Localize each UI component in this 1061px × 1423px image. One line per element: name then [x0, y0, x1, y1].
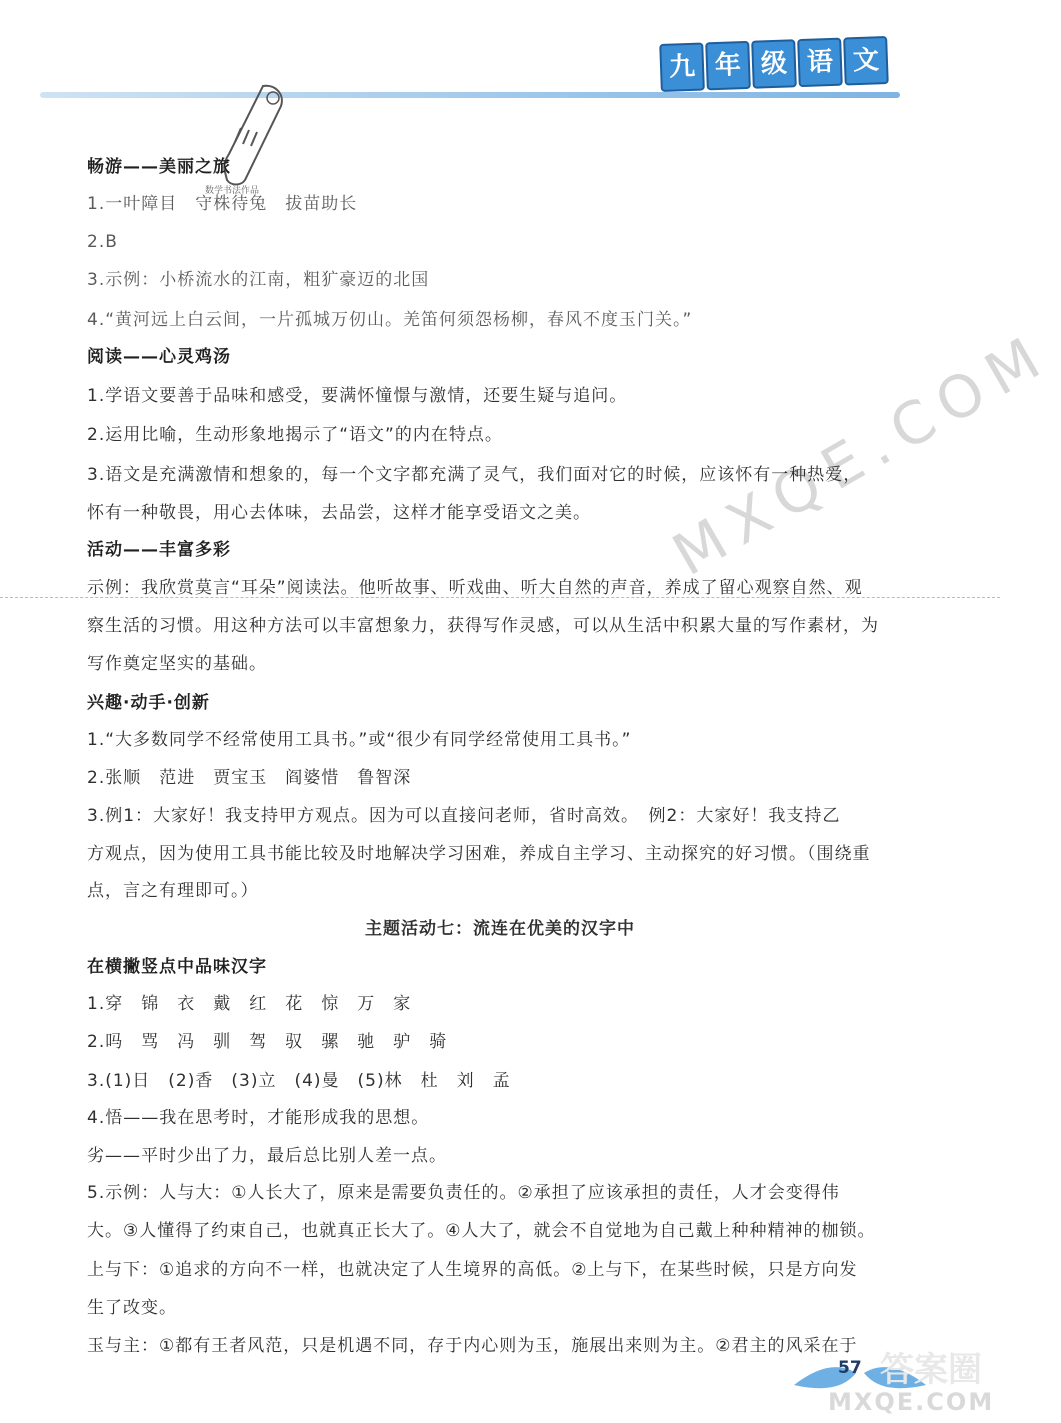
chapter-title: 主题活动七：流连在优美的汉字中 [365, 919, 635, 939]
header-char: 文 [843, 36, 889, 86]
answer-line: 3.(1)日 (2)香 (3)立 (4)曼 (5)林 杜 刘 孟 [87, 1071, 511, 1091]
section-heading: 畅游——美丽之旅 [87, 157, 231, 177]
answer-line: 5.示例：人与大：①人长大了，原来是需要负责任的。②承担了应该承担的责任，人才会变得伟 [87, 1183, 840, 1203]
answer-line: 2.吗 骂 冯 驯 驾 驭 骡 驰 驴 骑 [87, 1032, 448, 1052]
answer-line: 怀有一种敬畏，用心去体味，去品尝，这样才能享受语文之美。 [87, 503, 591, 523]
brand-url: MXQE.COM [828, 1388, 995, 1416]
answer-line: 大。③人懂得了约束自己，也就真正长大了。④人大了，就会不自觉地为自己戴上种种精神的枷锁。 [87, 1221, 876, 1241]
answer-line: 4.悟——我在思考时，才能形成我的思想。 [87, 1108, 430, 1128]
answer-line: 1.一叶障目 守株待兔 拔苗助长 [87, 194, 358, 214]
answer-line: 示例：我欣赏莫言“耳朵”阅读法。他听故事、听戏曲、听大自然的声音，养成了留心观察自然、观 [87, 578, 863, 598]
stamp-caption: 数学书法作品 [205, 186, 260, 196]
answer-line: 方观点，因为使用工具书能比较及时地解决学习困难，养成自主学习、主动探究的好习惯。（围绕重 [87, 844, 871, 864]
page-number: 57 [838, 1358, 862, 1378]
answer-line: 上与下：①追求的方向不一样，也就决定了人生境界的高低。②上与下，在某些时候，只是方向发 [87, 1260, 858, 1280]
answer-line: 1.穿 锦 衣 戴 红 花 惊 万 家 [87, 994, 412, 1014]
answer-line: 写作奠定坚实的基础。 [87, 654, 267, 674]
header-title [659, 36, 889, 92]
answer-line: 1.学语文要善于品味和感受，要满怀憧憬与激情，还要生疑与追问。 [87, 386, 628, 406]
answer-line: 玉与主：①都有王者风范，只是机遇不同，存于内心则为玉，施展出来则为主。②君主的风采在于 [87, 1336, 858, 1356]
answer-line: 3.示例：小桥流水的江南，粗犷豪迈的北国 [87, 270, 430, 290]
brand-logo: 答案圈 [880, 1350, 982, 1390]
header-rule [40, 92, 900, 98]
answer-line: 2.B [87, 232, 118, 252]
watermark: MXQE.COM [661, 318, 1061, 590]
answer-line: 生了改变。 [87, 1298, 177, 1318]
answer-line: 3.语文是充满激情和想象的，每一个文字都充满了灵气，我们面对它的时候，应该怀有一种热爱， [87, 465, 862, 485]
header-char: 语 [797, 38, 843, 88]
answer-line: 2.张顺 范进 贾宝玉 阎婆惜 鲁智深 [87, 768, 412, 788]
header-char: 九 [659, 42, 705, 92]
header-char: 年 [705, 41, 751, 91]
section-heading: 阅读——心灵鸡汤 [87, 347, 231, 367]
section-heading: 在横撇竖点中品味汉字 [87, 957, 267, 977]
section-heading: 兴趣·动手·创新 [87, 693, 210, 713]
answer-line: 点，言之有理即可。） [87, 881, 259, 901]
header-char: 级 [751, 39, 797, 89]
answer-line: 2.运用比喻，生动形象地揭示了“语文”的内在特点。 [87, 425, 503, 445]
answer-line: 3.例1：大家好！我支持甲方观点。因为可以直接问老师，省时高效。 例2：大家好！我支持乙 [87, 806, 841, 826]
answer-line: 4.“黄河远上白云间，一片孤城万仞山。羌笛何须怨杨柳，春风不度玉门关。” [87, 310, 693, 330]
answer-line: 劣——平时少出了力，最后总比别人差一点。 [87, 1146, 447, 1166]
answer-line: 1.“大多数同学不经常使用工具书。”或“很少有同学经常使用工具书。” [87, 730, 632, 750]
section-heading: 活动——丰富多彩 [87, 540, 231, 560]
answer-line: 察生活的习惯。用这种方法可以丰富想象力，获得写作灵感，可以从生活中积累大量的写作素材，为 [87, 616, 879, 636]
